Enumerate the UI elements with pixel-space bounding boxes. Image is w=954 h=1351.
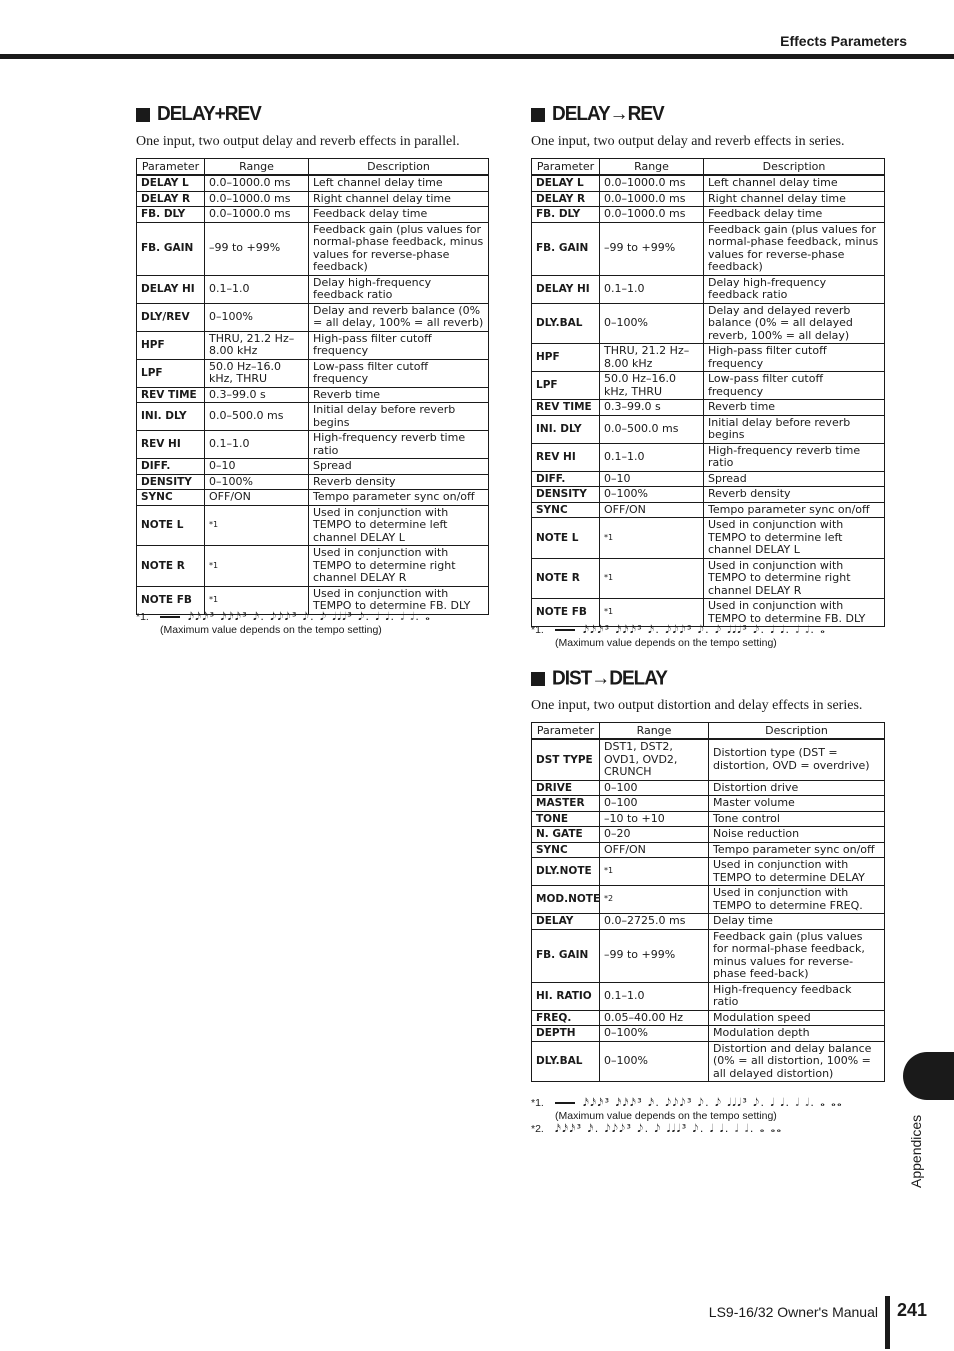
description-cell: Used in conjunction with TEMPO to determine DELAY [709, 858, 885, 886]
parameter-cell: FB. DLY [532, 207, 600, 223]
parameter-cell: DIFF. [137, 459, 205, 475]
column-header-description: Description [309, 159, 489, 176]
heading-square-icon [531, 108, 545, 122]
range-cell: 0.0–1000.0 ms [600, 175, 704, 191]
footnotes-dist-to-delay [531, 1096, 843, 1136]
column-header-parameter: Parameter [532, 159, 600, 176]
parameter-cell: DENSITY [532, 487, 600, 503]
parameter-cell: INI. DLY [137, 403, 205, 431]
parameter-cell: DENSITY [137, 474, 205, 490]
range-cell: 0.0–1000.0 ms [205, 207, 309, 223]
parameter-cell: NOTE FB [137, 586, 205, 614]
description-cell: Feedback delay time [309, 207, 489, 223]
footnote [531, 1096, 843, 1110]
parameter-cell: INI. DLY [532, 415, 600, 443]
description-cell: Spread [309, 459, 489, 475]
range-cell: 0–100% [600, 303, 704, 344]
parameter-cell: DELAY HI [137, 275, 205, 303]
description-cell: Tempo parameter sync on/off [704, 502, 885, 518]
parameter-cell: MASTER [532, 796, 600, 812]
range-cell: 0–100% [600, 487, 704, 503]
parameter-cell: DLY.BAL [532, 1041, 600, 1082]
parameter-cell: DELAY HI [532, 275, 600, 303]
table-row [137, 222, 489, 275]
range-cell: 0–100% [600, 1041, 709, 1082]
table-row [532, 207, 885, 223]
section-delay-plus-rev [136, 102, 488, 615]
column-header-parameter: Parameter [137, 159, 205, 176]
section-title: DIST→DELAY [552, 667, 667, 690]
chapter-tab-marker [903, 1052, 954, 1100]
description-cell: Feedback gain (plus values for normal-phase feedback, minus values for reverse-phase feed-back) [709, 929, 885, 982]
parameter-cell: SYNC [137, 490, 205, 506]
range-cell: 0.1–1.0 [600, 443, 704, 471]
range-cell: 0–100% [205, 303, 309, 331]
range-cell: –99 to +99% [600, 222, 704, 275]
description-cell: Used in conjunction with TEMPO to determine FB. DLY [309, 586, 489, 614]
parameter-cell: DIFF. [532, 471, 600, 487]
description-cell: Tempo parameter sync on/off [309, 490, 489, 506]
range-cell: 0–100 [600, 796, 709, 812]
description-cell: High-frequency reverb time ratio [704, 443, 885, 471]
range-cell: 0.0–1000.0 ms [600, 191, 704, 207]
table-row [532, 558, 885, 599]
range-cell: 0–100% [600, 1026, 709, 1042]
table-row [532, 518, 885, 559]
section-heading [531, 102, 884, 128]
note-values-symbols: 𝅘𝅥𝅯𝅘𝅥𝅯𝅘𝅥𝅯³ 𝅘𝅥𝅯𝅘𝅥𝅯𝅘𝅥𝅯³ 𝅘𝅥𝅯. 𝅘𝅥𝅮𝅘𝅥𝅮𝅘𝅥𝅮³ 𝅘𝅥𝅮. 𝅘𝅥𝅮 𝅘𝅥𝅘𝅥𝅘𝅥³ 𝅘𝅥𝅮. 𝅘𝅥 𝅘𝅥. 𝅗𝅥 𝅗𝅥. 𝅝 𝅝𝅝 [583, 1096, 844, 1109]
table-row [137, 474, 489, 490]
table-row [532, 443, 885, 471]
table-row [532, 842, 885, 858]
description-cell: Delay and delayed reverb balance (0% = all delayed reverb, 100% = all delay) [704, 303, 885, 344]
range-cell: OFF/ON [600, 502, 704, 518]
column-header-parameter: Parameter [532, 723, 600, 740]
description-cell: High-frequency feedback ratio [709, 982, 885, 1010]
column-header-range: Range [600, 723, 709, 740]
range-cell: DST1, DST2, OVD1, OVD2, CRUNCH [600, 739, 709, 780]
parameter-table [136, 158, 489, 615]
heading-square-icon [531, 672, 545, 686]
description-cell: Feedback gain (plus values for normal-phase feedback, minus values for reverse-phase feedback) [309, 222, 489, 275]
parameter-cell: DELAY [532, 914, 600, 930]
parameter-cell: DLY.NOTE [532, 858, 600, 886]
table-row [137, 490, 489, 506]
range-cell: OFF/ON [600, 842, 709, 858]
parameter-cell: DELAY R [532, 191, 600, 207]
header-rule [0, 54, 954, 59]
parameter-cell: SYNC [532, 502, 600, 518]
parameter-cell: TONE [532, 811, 600, 827]
table-row [532, 982, 885, 1010]
range-cell: *1 [205, 505, 309, 546]
parameter-cell: NOTE L [532, 518, 600, 559]
table-row [137, 207, 489, 223]
column-header-range: Range [600, 159, 704, 176]
parameter-cell: REV TIME [137, 387, 205, 403]
section-heading [136, 102, 488, 128]
parameter-cell: FB. GAIN [532, 929, 600, 982]
range-cell: 0.1–1.0 [205, 431, 309, 459]
parameter-cell: SYNC [532, 842, 600, 858]
table-row [137, 431, 489, 459]
table-row [137, 359, 489, 387]
description-cell: High-pass filter cutoff frequency [309, 331, 489, 359]
description-cell: Reverb time [704, 400, 885, 416]
description-cell: Reverb density [704, 487, 885, 503]
range-cell: OFF/ON [205, 490, 309, 506]
section-title: DELAY+REV [157, 103, 261, 126]
section-title: DELAY→REV [552, 103, 664, 126]
parameter-cell: NOTE R [137, 546, 205, 587]
range-cell: 0–10 [205, 459, 309, 475]
footnotes-delay-to-rev [531, 623, 826, 649]
parameter-cell: FB. GAIN [532, 222, 600, 275]
section-description: One input, two output distortion and delay effects in series. [531, 698, 863, 713]
description-cell: Distortion type (DST = distortion, OVD = overdrive) [709, 739, 885, 780]
table-row [532, 372, 885, 400]
range-cell: *1 [600, 858, 709, 886]
table-row [532, 886, 885, 914]
range-cell: 0.0–1000.0 ms [205, 175, 309, 191]
table-row [532, 914, 885, 930]
description-cell: Delay high-frequency feedback ratio [704, 275, 885, 303]
range-cell: 50.0 Hz–16.0 kHz, THRU [205, 359, 309, 387]
footnote-mark: *2. [531, 1123, 544, 1135]
parameter-cell: MOD.NOTE [532, 886, 600, 914]
parameter-table [531, 158, 885, 627]
note-values-symbols: 𝅘𝅥𝅯𝅘𝅥𝅯𝅘𝅥𝅯³ 𝅘𝅥𝅯. 𝅘𝅥𝅮𝅘𝅥𝅮𝅘𝅥𝅮³ 𝅘𝅥𝅮. 𝅘𝅥𝅮 𝅘𝅥𝅘𝅥𝅘𝅥³ 𝅘𝅥𝅮. 𝅘𝅥 𝅘𝅥. 𝅗𝅥 𝅗𝅥. 𝅝 𝅝𝅝 [555, 1122, 783, 1135]
table-row [532, 1010, 885, 1026]
table-row [137, 546, 489, 587]
description-cell: Used in conjunction with TEMPO to determine FB. DLY [704, 599, 885, 627]
page-number: 241 [897, 1300, 928, 1320]
table-row [137, 459, 489, 475]
parameter-cell: FREQ. [532, 1010, 600, 1026]
column-header-description: Description [709, 723, 885, 740]
range-cell: 0.05–40.00 Hz [600, 1010, 709, 1026]
range-cell: *1 [205, 546, 309, 587]
range-cell: 0.0–1000.0 ms [205, 191, 309, 207]
description-cell: Distortion and delay balance (0% = all distortion, 100% = all delayed distortion) [709, 1041, 885, 1082]
tempo-off-dash-icon [160, 616, 180, 618]
footnote-caption: (Maximum value depends on the tempo setting) [555, 637, 777, 649]
description-cell: Used in conjunction with TEMPO to determine left channel DELAY L [704, 518, 885, 559]
description-cell: Used in conjunction with TEMPO to determine right channel DELAY R [309, 546, 489, 587]
description-cell: Modulation speed [709, 1010, 885, 1026]
table-row [137, 331, 489, 359]
section-heading [531, 666, 884, 692]
description-cell: Master volume [709, 796, 885, 812]
table-row [532, 344, 885, 372]
footnote-mark: *1. [136, 611, 149, 623]
description-cell: Spread [704, 471, 885, 487]
table-row [532, 471, 885, 487]
table-row [532, 175, 885, 191]
parameter-cell: DELAY R [137, 191, 205, 207]
parameter-cell: HI. RATIO [532, 982, 600, 1010]
range-cell: 0.0–500.0 ms [600, 415, 704, 443]
table-row [532, 222, 885, 275]
table-row [532, 858, 885, 886]
range-cell: THRU, 21.2 Hz–8.00 kHz [205, 331, 309, 359]
table-row [532, 400, 885, 416]
parameter-cell: DLY.BAL [532, 303, 600, 344]
range-cell: 0–10 [600, 471, 704, 487]
parameter-cell: REV HI [137, 431, 205, 459]
range-cell: 0–20 [600, 827, 709, 843]
parameter-cell: DLY/REV [137, 303, 205, 331]
table-row [532, 780, 885, 796]
range-cell: –99 to +99% [205, 222, 309, 275]
description-cell: Right channel delay time [309, 191, 489, 207]
range-cell: *2 [600, 886, 709, 914]
range-cell: 0.1–1.0 [600, 982, 709, 1010]
column-header-range: Range [205, 159, 309, 176]
parameter-cell: DST TYPE [532, 739, 600, 780]
table-row [137, 191, 489, 207]
table-row [532, 487, 885, 503]
range-cell: 0.0–2725.0 ms [600, 914, 709, 930]
table-row [532, 739, 885, 780]
table-row [532, 502, 885, 518]
parameter-cell: DRIVE [532, 780, 600, 796]
range-cell: 0.1–1.0 [205, 275, 309, 303]
tempo-off-dash-icon [555, 1102, 575, 1104]
footnote-mark: *1. [531, 624, 544, 636]
table-row [137, 387, 489, 403]
table-row [532, 415, 885, 443]
range-cell: *1 [600, 558, 704, 599]
description-cell: Initial delay before reverb begins [309, 403, 489, 431]
range-cell: 0.0–500.0 ms [205, 403, 309, 431]
description-cell: Reverb time [309, 387, 489, 403]
description-cell: Right channel delay time [704, 191, 885, 207]
description-cell: Modulation depth [709, 1026, 885, 1042]
table-row [137, 403, 489, 431]
description-cell: Delay and reverb balance (0% = all delay, 100% = all reverb) [309, 303, 489, 331]
footnote-caption: (Maximum value depends on the tempo setting) [555, 1110, 777, 1122]
parameter-cell: FB. GAIN [137, 222, 205, 275]
range-cell: 0.3–99.0 s [600, 400, 704, 416]
note-values-symbols: 𝅘𝅥𝅯𝅘𝅥𝅯𝅘𝅥𝅯³ 𝅘𝅥𝅯𝅘𝅥𝅯𝅘𝅥𝅯³ 𝅘𝅥𝅯. 𝅘𝅥𝅮𝅘𝅥𝅮𝅘𝅥𝅮³ 𝅘𝅥𝅮. 𝅘𝅥𝅮 𝅘𝅥𝅘𝅥𝅘𝅥³ 𝅘𝅥𝅮. 𝅘𝅥 𝅘𝅥. 𝅗𝅥 𝅗𝅥. 𝅝 [188, 610, 432, 623]
heading-square-icon [136, 108, 150, 122]
range-cell: 50.0 Hz–16.0 kHz, THRU [600, 372, 704, 400]
table-row [137, 275, 489, 303]
parameter-cell: DEPTH [532, 1026, 600, 1042]
parameter-cell: DELAY L [137, 175, 205, 191]
table-row [137, 303, 489, 331]
parameter-cell: NOTE R [532, 558, 600, 599]
parameter-cell: FB. DLY [137, 207, 205, 223]
description-cell: Feedback delay time [704, 207, 885, 223]
parameter-table [531, 722, 885, 1082]
tempo-off-dash-icon [555, 629, 575, 631]
parameter-cell: N. GATE [532, 827, 600, 843]
page-header-title: Effects Parameters [780, 33, 907, 49]
parameter-cell: HPF [532, 344, 600, 372]
section-description: One input, two output delay and reverb effects in series. [531, 134, 845, 149]
range-cell: *1 [205, 586, 309, 614]
range-cell: 0.3–99.0 s [205, 387, 309, 403]
description-cell: Distortion drive [709, 780, 885, 796]
note-values-symbols: 𝅘𝅥𝅯𝅘𝅥𝅯𝅘𝅥𝅯³ 𝅘𝅥𝅯𝅘𝅥𝅯𝅘𝅥𝅯³ 𝅘𝅥𝅯. 𝅘𝅥𝅮𝅘𝅥𝅮𝅘𝅥𝅮³ 𝅘𝅥𝅮. 𝅘𝅥𝅮 𝅘𝅥𝅘𝅥𝅘𝅥³ 𝅘𝅥𝅮. 𝅘𝅥 𝅘𝅥. 𝅗𝅥 𝅗𝅥. 𝅝 [583, 623, 827, 636]
section-dist-to-delay [531, 666, 884, 1082]
table-row [532, 191, 885, 207]
table-row [532, 811, 885, 827]
range-cell: –10 to +10 [600, 811, 709, 827]
side-tab-label: Appendices [908, 1114, 924, 1188]
table-row [137, 505, 489, 546]
range-cell: *1 [600, 518, 704, 559]
table-row [532, 275, 885, 303]
column-header-description: Description [704, 159, 885, 176]
parameter-cell: HPF [137, 331, 205, 359]
description-cell: Initial delay before reverb begins [704, 415, 885, 443]
range-cell: 0–100% [205, 474, 309, 490]
footnote [136, 610, 431, 624]
description-cell: Low-pass filter cutoff frequency [309, 359, 489, 387]
table-row [532, 796, 885, 812]
footer-manual-title: LS9-16/32 Owner's Manual [708, 1304, 878, 1320]
description-cell: High-frequency reverb time ratio [309, 431, 489, 459]
footer-bar [885, 1296, 890, 1349]
table-row [532, 929, 885, 982]
range-cell: 0.1–1.0 [600, 275, 704, 303]
parameter-cell: REV HI [532, 443, 600, 471]
footnote [531, 1122, 843, 1136]
table-row [137, 175, 489, 191]
description-cell: Delay time [709, 914, 885, 930]
table-row [532, 303, 885, 344]
range-cell: 0–100 [600, 780, 709, 796]
description-cell: Feedback gain (plus values for normal-phase feedback, minus values for reverse-phase feedback) [704, 222, 885, 275]
description-cell: Low-pass filter cutoff frequency [704, 372, 885, 400]
parameter-cell: NOTE FB [532, 599, 600, 627]
description-cell: Left channel delay time [704, 175, 885, 191]
table-row [532, 1026, 885, 1042]
description-cell: Delay high-frequency feedback ratio [309, 275, 489, 303]
range-cell: 0.0–1000.0 ms [600, 207, 704, 223]
footnotes-delay-plus-rev [136, 610, 431, 636]
description-cell: Noise reduction [709, 827, 885, 843]
range-cell: *1 [600, 599, 704, 627]
parameter-cell: NOTE L [137, 505, 205, 546]
table-row [532, 827, 885, 843]
footnote-mark: *1. [531, 1097, 544, 1109]
footnote [531, 623, 826, 637]
description-cell: Used in conjunction with TEMPO to determine left channel DELAY L [309, 505, 489, 546]
parameter-cell: DELAY L [532, 175, 600, 191]
parameter-cell: LPF [137, 359, 205, 387]
description-cell: Tempo parameter sync on/off [709, 842, 885, 858]
description-cell: Used in conjunction with TEMPO to determine right channel DELAY R [704, 558, 885, 599]
range-cell: THRU, 21.2 Hz–8.00 kHz [600, 344, 704, 372]
description-cell: Used in conjunction with TEMPO to determine FREQ. [709, 886, 885, 914]
range-cell: –99 to +99% [600, 929, 709, 982]
parameter-cell: REV TIME [532, 400, 600, 416]
table-row [532, 1041, 885, 1082]
footnote-caption: (Maximum value depends on the tempo setting) [160, 624, 382, 636]
description-cell: Tone control [709, 811, 885, 827]
parameter-cell: LPF [532, 372, 600, 400]
description-cell: Reverb density [309, 474, 489, 490]
section-description: One input, two output delay and reverb effects in parallel. [136, 134, 460, 149]
description-cell: Left channel delay time [309, 175, 489, 191]
description-cell: High-pass filter cutoff frequency [704, 344, 885, 372]
section-delay-to-rev [531, 102, 884, 627]
